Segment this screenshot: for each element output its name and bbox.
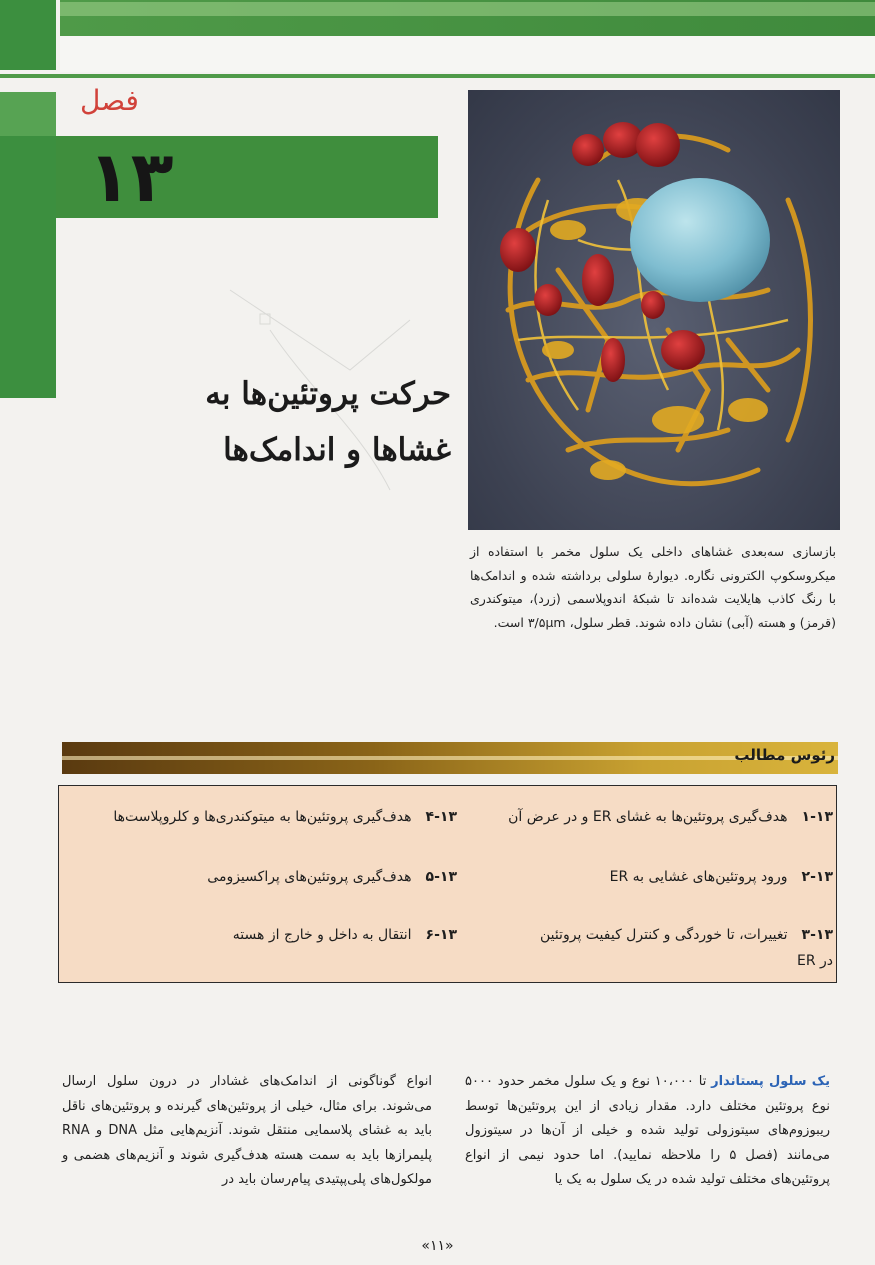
topic-text: تغییرات، تا خوردگی و کنترل کیفیت پروتئین در ER	[539, 927, 833, 969]
top-left-green-block	[0, 0, 56, 70]
chapter-title-line-2: غشاها و اندامک‌ها	[223, 432, 451, 468]
topic-text: هدف‌گیری پروتئین‌های پراکسیزومی	[207, 869, 412, 885]
nucleus-shape	[630, 178, 770, 302]
chapter-number: ۱۳	[88, 136, 174, 218]
topic-number: ۴-۱۳	[425, 809, 457, 825]
topic-text: هدف‌گیری پروتئین‌ها به غشای ER و در عرض آن	[508, 809, 788, 825]
figure-caption: بازسازی سه‌بعدی غشاهای داخلی یک سلول مخمر با استفاده از میکروسکوپ الکترونی نگاره. دیوارهٔ سلولی برداشته شده و اندامک‌ها با رنگ کاذب هایلایت شده‌اند تا شبکهٔ اندوپلاسمی (زرد)، میتوکندری (قرمز) و هسته (آبی) نشان داده شوند. قطر سلول، ۳/۵μm است.	[470, 544, 836, 630]
chapter-label: فصل	[80, 84, 139, 117]
top-white-band	[60, 36, 875, 72]
topic-number: ۶-۱۳	[425, 927, 457, 943]
page-number: «۱۱»	[421, 1238, 454, 1254]
topic-text: انتقال به داخل و خارج از هسته	[232, 927, 412, 943]
topic-item	[533, 922, 833, 974]
body-highlight-term: یک سلول پستاندار	[711, 1074, 830, 1089]
body-text-right: تا ۱۰،۰۰۰ نوع و یک سلول مخمر حدود ۵۰۰۰ نوع پروتئین مختلف دارد. مقدار زیادی از این پروتئین‌ها توسط ریبوزوم‌های سیتوزولی تولید شده و خیلی از آن‌ها در سیتوزول می‌مانند (فصل ۵ را ملاحظه نمایید). اما حدود نیمی از انواع پروتئین‌های مختلف تولید شده در یک سلول به یک یا	[465, 1074, 830, 1187]
topics-heading: رئوس مطالب	[734, 746, 835, 764]
topic-item	[57, 922, 457, 948]
chapter-title-line-1: حرکت پروتئین‌ها به	[205, 376, 451, 412]
topic-number: ۱-۱۳	[801, 809, 833, 825]
top-green-stripe-highlight	[60, 2, 875, 16]
top-green-rule	[0, 74, 875, 78]
topic-number: ۳-۱۳	[801, 927, 833, 943]
topic-text: ورود پروتئین‌های غشایی به ER	[609, 869, 788, 885]
topic-text: هدف‌گیری پروتئین‌ها به میتوکندری‌ها و کلروپلاست‌ها	[113, 809, 412, 825]
topic-item	[473, 864, 833, 890]
topic-item	[473, 804, 833, 830]
left-green-bar-light	[0, 92, 56, 136]
cell-reconstruction-image	[468, 90, 840, 530]
topics-band-highlight	[62, 756, 838, 760]
topic-item	[57, 864, 457, 890]
topic-number: ۲-۱۳	[801, 869, 833, 885]
topic-number: ۵-۱۳	[425, 869, 457, 885]
topic-item	[57, 804, 457, 830]
cell-illustration	[468, 90, 840, 530]
body-column-right	[465, 1070, 830, 1193]
left-green-bar	[0, 92, 56, 398]
body-column-left: انواع گوناگونی از اندامک‌های غشادار در درون سلول ارسال می‌شوند. برای مثال، خیلی از پروتئین‌های گیرنده و پروتئین‌های ناقل باید به غشای پلاسمایی منتقل شوند. آنزیم‌هایی مثل DNA و RNA پلیمرازها باید به سمت هسته هدف‌گیری شوند و آنزیم‌های هضمی و مولکول‌های پلی‌پپتیدی پیام‌رسان باید در	[62, 1074, 433, 1187]
